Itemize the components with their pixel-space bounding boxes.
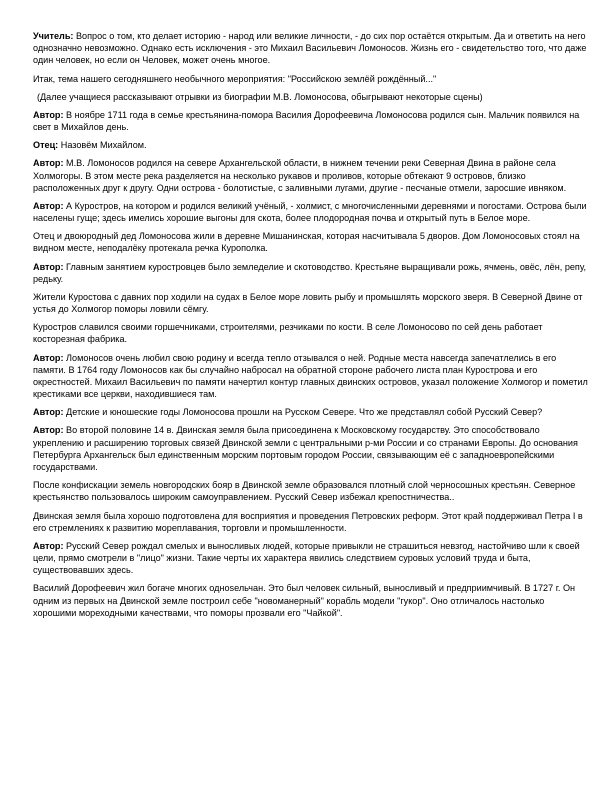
paragraph-village bbox=[33, 230, 588, 254]
paragraph-text: Вопрос о том, кто делает историю - народ или великие личности, - до сих пор остаётся открытым. Да и ответить на него однозначно невозможно. Однако есть исключения - это Михаил Васильевич Ломоносов. Жизнь его - свидетельство того, что даже один человек, но если он Человек, может очень многое. bbox=[33, 31, 587, 66]
paragraph-text: (Далее учащиеся рассказывают отрывки из биографии М.В. Ломоносова, обыгрывают некоторые сцены) bbox=[37, 91, 483, 102]
speaker-label: Автор: bbox=[33, 425, 64, 436]
paragraph-text: После конфискации земель новгородских бояр в Двинской земле образовался плотный слой черносошных крестьян. Северное крестьянство пользовалось широким самоуправлением. Русский Север избежал крепостничества.. bbox=[33, 480, 576, 503]
paragraph-fishing bbox=[33, 291, 588, 315]
paragraph-father-ship bbox=[33, 582, 588, 619]
paragraph-dvina-land bbox=[33, 424, 588, 473]
paragraph-birth bbox=[33, 109, 588, 133]
paragraph-crafts bbox=[33, 321, 588, 345]
paragraph-kurostrov bbox=[33, 200, 588, 224]
paragraph-text: М.В. Ломоносов родился на севере Архангельской области, в нижнем течении реки Северная Двина в районе села Холмогоры. В этом месте река разделяется на несколько рукавов и проливов, которые обтекают 9 островов, близко расположенных друг к другу. Одни острова - болотистые, с заливными лугами, другие - песчаные отмели, заросшие ивняком. bbox=[33, 158, 567, 193]
paragraph-text: А Куростров, на котором и родился великий учёный, - холмист, с многочисленными деревнями и погостами. Острова были населены гуще; здесь имелись хорошие выгоны для скота, более плодородная почва и открытый путь в Белое море. bbox=[33, 200, 587, 224]
speaker-label: Автор: bbox=[33, 261, 64, 272]
speaker-label: Автор: bbox=[33, 200, 64, 211]
paragraph-text: Главным занятием куростровцев было земледелие и скотоводство. Крестьяне выращивали рожь, ячмень, овёс, лён, репу, редьку. bbox=[33, 261, 587, 284]
paragraph-text: Ломоносов очень любил свою родину и всегда тепло отзывался о ней. Родные места навсегда запечатлелись в его памяти. В 1764 году Ломоносов как бы случайно набросал на обратной стороне рабочего листа план Курострова и его окрестностей. Михаил Васильевич по памяти начертил контур главных двинских островов, указал положение Холмогор и пометил крестиками все церкви, находившиеся там. bbox=[33, 352, 588, 400]
paragraph-northern-people bbox=[33, 540, 588, 577]
paragraph-peasantry bbox=[33, 479, 588, 503]
paragraph-text: Итак, тема нашего сегодняшнего необычного мероприятия: "Российскою землёй рождённый..." bbox=[33, 73, 437, 84]
paragraph-text: Двинская земля была хорошо подготовлена для восприятия и проведения Петровских реформ. Этот край поддерживал Петра I в его стремлениях к развитию мореплавания, торговли и промышленности. bbox=[33, 510, 583, 533]
paragraph-text: Жители Куростова с давних пор ходили на судах в Белое море ловить рыбу и промышлять морского зверя. В Северной Двине от устья до Холмогор поморы ловили сёмгу. bbox=[33, 291, 583, 315]
paragraph-text: Назовём Михайлом. bbox=[58, 140, 147, 151]
paragraph-text: Отец и двоюродный дед Ломоносова жили в деревне Мишанинская, которая насчитывала 5 дворов. Дом Ломоносовых стоял на видном месте, неподалёку протекала речка Курополка. bbox=[33, 231, 580, 254]
paragraph-text: Куростров славился своими горшечниками, строителями, резчиками по кости. В селе Ломоносово по сей день работает косторезная фабрика. bbox=[33, 322, 543, 345]
paragraph-text: Детские и юношеские годы Ломоносова прошли на Русском Севере. Что же представлял собой Русский Север? bbox=[63, 407, 543, 418]
speaker-label: Учитель: bbox=[33, 31, 74, 41]
paragraph-text: Василий Дорофеевич жил богаче многих однosельчан. Это был человек сильный, выносливый и предприимчивый. В 1727 г. Он одним из первых на Двинской земле построил себе "новоманерный" корабль модели "гукор". Оно отличалось настолько хорошими мореходными качествами, что поморы прозвали его "Чайкой". bbox=[33, 583, 576, 618]
speaker-label: Автор: bbox=[33, 407, 64, 418]
paragraph-teacher-intro bbox=[33, 30, 588, 67]
speaker-label: Автор: bbox=[33, 158, 64, 169]
paragraph-father bbox=[33, 139, 588, 151]
paragraph-petrine-reforms bbox=[33, 510, 588, 534]
speaker-label: Автор: bbox=[33, 109, 64, 120]
paragraph-text: В ноябре 1711 года в семье крестьянина-помора Василия Дорофеевича Ломоносова родился сын. Мальчик появился на свет в Михайлов день. bbox=[33, 109, 580, 133]
paragraph-russian-north bbox=[33, 406, 588, 418]
speaker-label: Автор: bbox=[33, 540, 64, 551]
paragraph-stage-note bbox=[33, 91, 588, 103]
speaker-label: Отец: bbox=[33, 140, 59, 151]
speaker-label: Автор: bbox=[33, 352, 64, 363]
paragraph-text: Русский Север рождал смелых и выносливых людей, которые привыкли не страшиться невзгод, настойчиво шли к своей цели, прямо смотрели в "лицо" жизни. Такие черты их характера явились следствием суровых условий труда и быта, существовавших здесь. bbox=[33, 540, 580, 576]
paragraph-text: Во второй половине 14 в. Двинская земля была присоединена к Московскому государству. Это способствовало укреплению и расширению торговых связей Двинской земли с центральными р-ми России и со странами Европы. До основания Петербурга Архангельск был единственным морским портовым городом России, связывающим её с западноевропейскими государствами. bbox=[33, 425, 578, 472]
paragraph-homeland-love bbox=[33, 352, 588, 401]
paragraph-birthplace bbox=[33, 157, 588, 194]
paragraph-topic bbox=[33, 73, 588, 85]
paragraph-farming bbox=[33, 261, 588, 285]
